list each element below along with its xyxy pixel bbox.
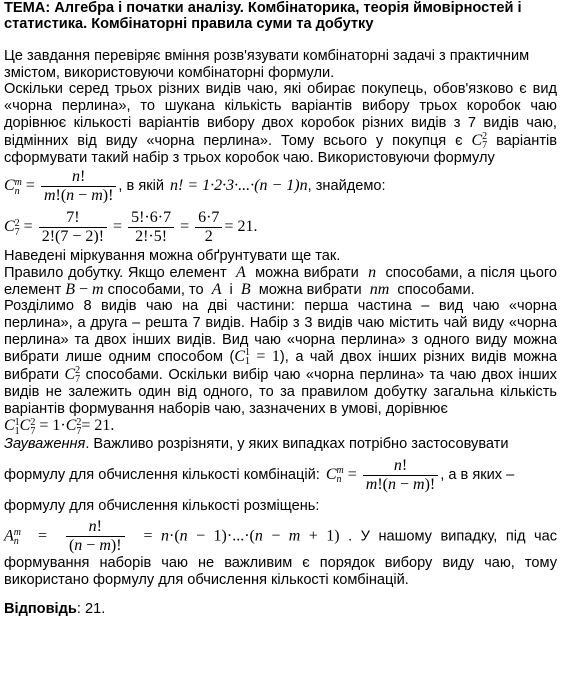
formula-text-2: , знайдемо: [307,178,386,195]
paragraph-reasoning: Оскільки серед трьох різних видів чаю, які обирає покупець, обов'язково є вид «чорна перлина», то шукана кількість варіантів вибору трьох коробок чаю дорівнює кількості варіантів вибору двох коробок різних видів з 7 видів чаю, відмінних від виду «чорна перлина». Тому всього у покупця є C 2 7 варіантів сформувати такий набір з трьох коробок чаю. Використовуючи формулу [4,81,558,166]
solution-document [4,0,557,617]
combination-fraction: $\frac{n!}{m!(n - m)!}$ [41,168,116,205]
note-paragraph: Зауваження. Важливо розрізняти, у яких випадках потрібно застосовувати [4,435,509,452]
note-combinations-line: формулу для обчислення кількості комбінацій: C m n = $\frac{n!}{m!(n - m)!}$ , а в яких – [4,456,515,493]
division-paragraph: Розділимо 8 видів чаю на дві частини: перша частина – вид чаю «чорна перлина», а друга – решта 7 видів. Набір з 3 видів чаю містить чай виду «чорна перлина» та двох інших видів. Вид чаю «чорна перлина» з одного виду можна вибрати лише одним способом (C 1 1 = 1), а чай двох інших різних видів можна вибрати C 2 7 способами. Оскільки вибір чаю «чорна перлина» та чаю двох інших видів не залежить один від одного, то за правилом добутку загальна кількість варіантів формування наборів чаю, зазначених в умові, дорівнює [4,298,557,418]
note-placements-label: формулу для обчислення кількості розміщень: [4,497,320,514]
topic-title: ТЕМА: Алгебра і початки аналізу. Комбінаторика, теорія ймовірностей і статистика. Комбінаторні правила суми та добутку [4,0,522,32]
factorial-definition: n! = 1·2·3·...·(n − 1)n [170,177,308,195]
intro-paragraph: Це завдання перевіряє вміння розв'язувати комбінаторні задачі з практичним змістом, використовуючи комбінаторні формули. [4,48,530,81]
combination-formula-line: C m n = $\frac{n!}{m!(n - m)!}$ , в якій n! = 1·2·3·...·(n − 1)n , знайдемо: [4,168,386,205]
reasoning-text-a: Оскільки серед трьох різних видів чаю, які обирає покупець, обов'язково є вид «чорна перлина», то шукана кількість варіантів вибору трьох коробок чаю дорівнює кількості варіантів вибору двох коробок різних видів з 7 видів чаю, відмінних від виду «чорна перлина». Тому всього у покупця є [4,81,557,149]
answer-value: : 21. [76,600,106,617]
formula-text-1: , в якій [118,178,165,195]
answer-label: Відповідь [4,600,77,617]
answer-line [4,601,557,618]
justification-intro: Наведені міркування можна обґрунтувати ще так. [4,248,341,265]
calculation-line: C 2 7 = $\frac{7!}{2!(7 - 2)!}$ = $\frac{5!\cdot 6\cdot 7}{2!\cdot 5!}$ = $\frac{6\cdot 7}{2}$ = 21. [4,209,258,246]
combination-c72: C [471,131,483,149]
product-rule-paragraph: Правило добутку. Якщо елемент A можна вибрати n способами, а після цього елемент B − m способами, то A і B можна вибрати nm способами. [4,263,557,298]
calculation-result: = 21. [224,218,258,236]
reasoning-text-b: варіантів сформувати такий набір з трьох коробок чаю. Використовуючи формулу [4,132,558,166]
product-result-line: C 1 1 C 2 7 = 1· C 2 7 = 21. [4,416,115,437]
note-label: Зауваження [4,435,86,452]
note-placements-paragraph: A m n = $\frac{n!}{(n - m)!}$ = n·(n − 1)·...·(n − m + 1) . У нашому випадку, під час формування наборів чаю не важливим є порядок вибору виду чаю, тому використано формулу для обчислення кількості комбінацій. [4,518,558,588]
